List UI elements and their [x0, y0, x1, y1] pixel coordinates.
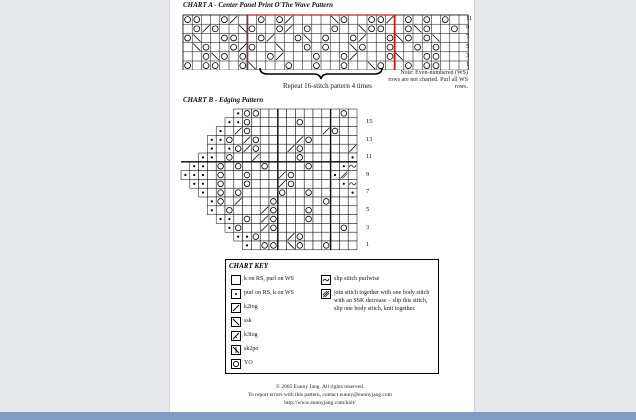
purl-stitch [202, 192, 204, 194]
key-item-sk2po: sk2po [244, 346, 259, 352]
chart-b-row-number: 1 [366, 241, 370, 249]
chart-a-row-number: 1 [466, 61, 470, 68]
chart-b-row-number: 9 [366, 170, 370, 178]
purl-stitch [211, 209, 213, 211]
purl-stitch [202, 174, 204, 176]
purl-stitch [193, 174, 195, 176]
chart-b-title: CHART B - Edging Pattern [183, 96, 264, 104]
purl-stitch [352, 192, 354, 194]
sk2po-symbol-icon [231, 345, 241, 355]
key-item-join-ssk: join stitch together with one body stitch with an SSK decrease – slip this stitch, slip one body stitch, knit together. [334, 290, 430, 312]
chart-b-row-number: 3 [366, 223, 370, 231]
repeat-brace [258, 66, 384, 80]
chart-a-row-number: 9 [466, 24, 470, 32]
window-bottom-bar [0, 412, 636, 420]
chart-a-title: CHART A - Center Panel Print O'The Wave Pattern [183, 1, 333, 9]
join-ssk-symbol-icon [321, 289, 331, 299]
purl-stitch [246, 244, 248, 246]
purl-stitch [193, 165, 195, 167]
chart-a-note: Note: Even-numbered (WS) rows are not charted. Purl all WS rows. [388, 70, 468, 90]
chart-b-row-number: 13 [366, 135, 373, 143]
chart-a-row-number: 7 [466, 33, 470, 41]
purl-stitch [237, 236, 239, 238]
purl-stitch [202, 165, 204, 167]
chart-a-row-number: 11 [466, 15, 473, 22]
key-item-ssk: ssk [244, 318, 252, 324]
chart-a-row-number: 5 [466, 42, 470, 50]
purl-stitch [193, 183, 195, 185]
chart-key [225, 259, 439, 374]
k3tog-symbol-icon [231, 331, 241, 341]
chart-b-row-number: 15 [366, 118, 373, 125]
chart-b-row-number: 5 [366, 206, 370, 213]
slip-purlwise-symbol-icon [321, 275, 331, 285]
key-item-purl: purl on RS, k on WS [244, 290, 294, 296]
purl-stitch [352, 156, 354, 158]
chart-a-row-number: 3 [466, 51, 470, 59]
purl-stitch [202, 156, 204, 158]
chart-b-row-number: 11 [366, 153, 373, 161]
key-item-slip-purlwise: slip stitch purlwise [334, 276, 380, 282]
purl-stitch [228, 227, 230, 229]
purl-stitch [228, 218, 230, 220]
chart-key-title: CHART KEY [229, 262, 269, 270]
purl-stitch [237, 121, 239, 123]
key-item-k2tog: k2tog [244, 304, 258, 310]
key-item-yo: YO [244, 360, 253, 366]
purl-stitch [220, 139, 222, 141]
yo-symbol-icon [231, 359, 241, 369]
key-item-k3tog: k3tog [244, 332, 258, 338]
purl-stitch [202, 183, 204, 185]
footer-contact: To report errors with this pattern, contact eunny@eunnyjang.com [248, 392, 392, 398]
purl-stitch [211, 139, 213, 141]
k2tog-symbol-icon [231, 303, 241, 313]
chart-b-grid [180, 108, 380, 252]
purl-stitch [334, 174, 336, 176]
footer-url[interactable]: http://www.eunnyjang.com/knit/ [284, 400, 356, 406]
key-item-knit: k on RS, purl on WS [244, 276, 294, 282]
knit-symbol-icon [231, 275, 241, 285]
chart-b-row-number: 7 [366, 188, 370, 196]
purl-stitch [343, 165, 345, 167]
repeat-label: Repeat 16-stitch pattern 4 times [283, 82, 373, 90]
purl-stitch [211, 200, 213, 202]
chart-a-grid [182, 14, 472, 70]
purl-stitch [184, 174, 186, 176]
purl-stitch [220, 218, 222, 220]
purl-symbol-icon [231, 289, 241, 299]
purl-stitch [220, 130, 222, 132]
purl-stitch [228, 121, 230, 123]
purl-stitch [228, 148, 230, 150]
purl-stitch [211, 148, 213, 150]
purl-stitch [246, 236, 248, 238]
purl-stitch [237, 112, 239, 114]
purl-stitch [211, 156, 213, 158]
purl-stitch [343, 183, 345, 185]
footer-copyright: © 2005 Eunny Jang. All rights reserved. [275, 384, 365, 390]
ssk-symbol-icon [231, 317, 241, 327]
